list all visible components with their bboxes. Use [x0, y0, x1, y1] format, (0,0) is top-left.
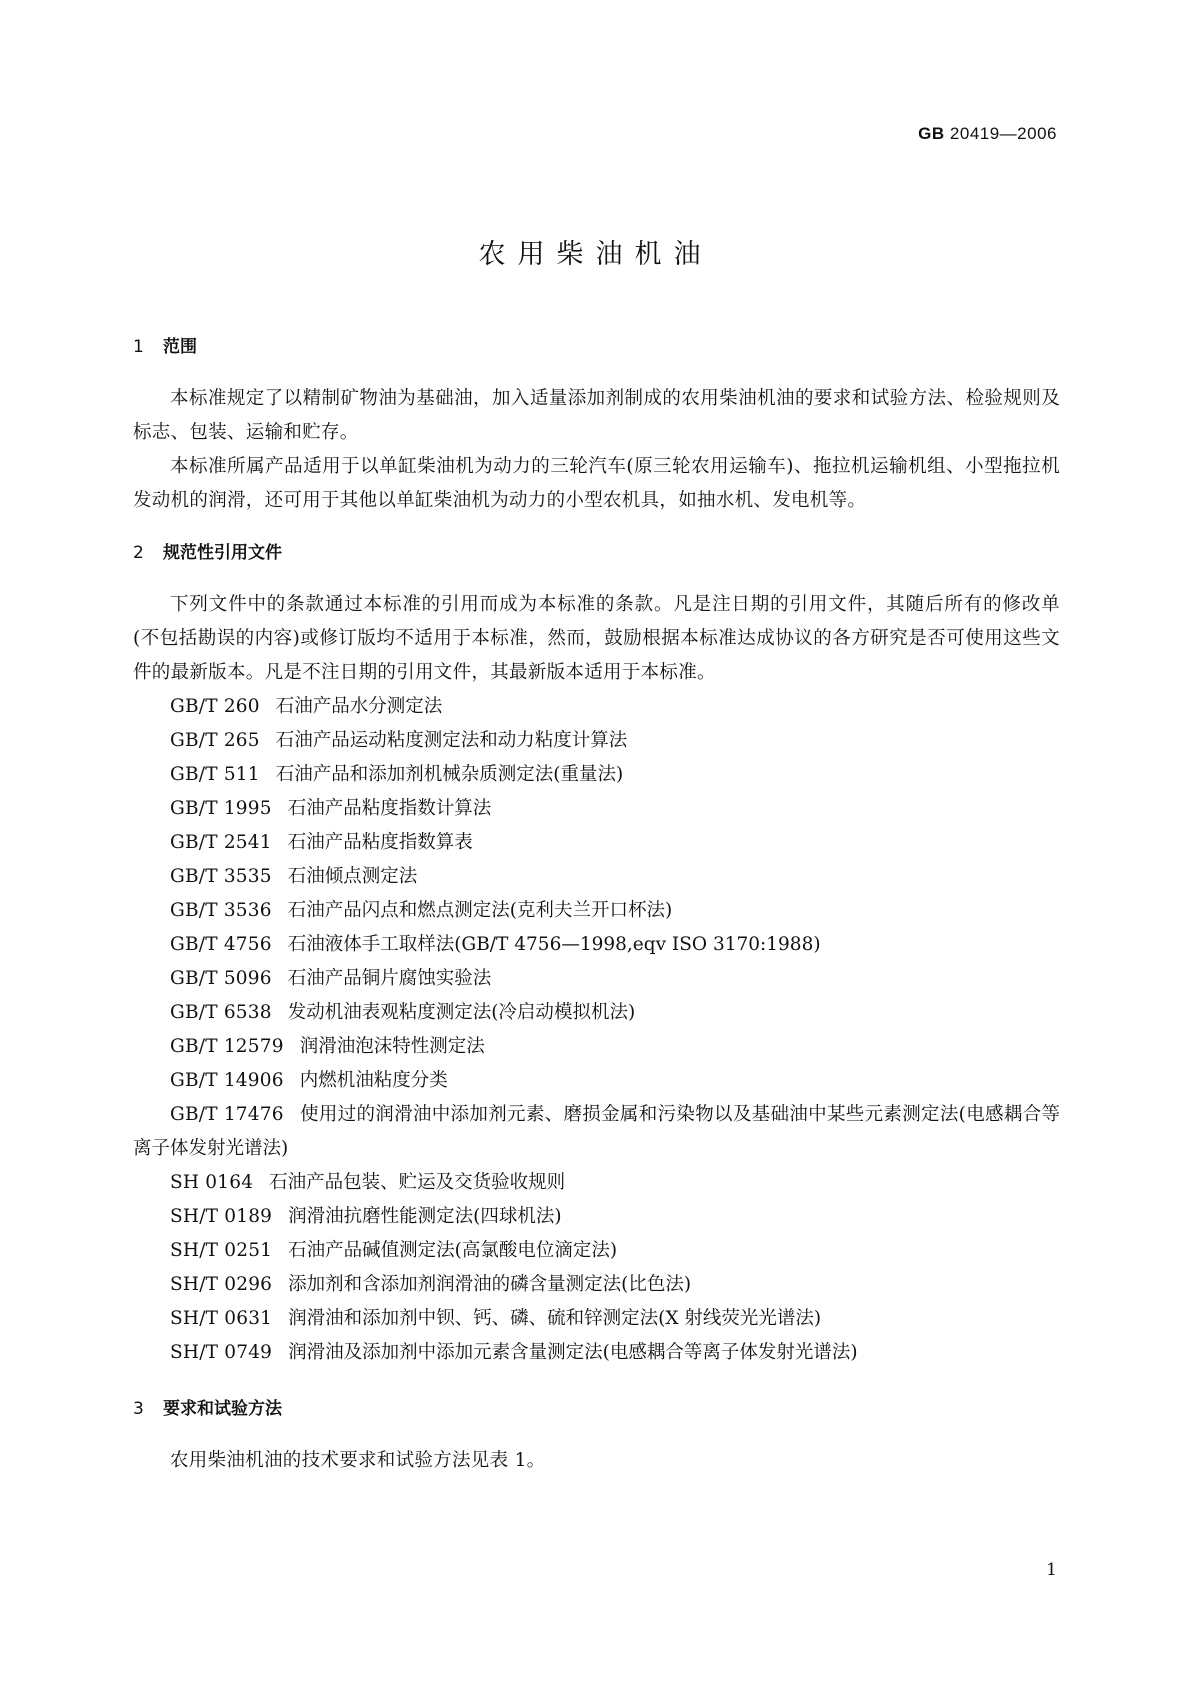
reference-code: GB/T 2541 — [170, 832, 272, 853]
reference-title: 润滑油及添加剂中添加元素含量测定法(电感耦合等离子体发射光谱法) — [288, 1342, 858, 1363]
section-number: 2 — [133, 543, 144, 563]
reference-title: 内燃机油粘度分类 — [299, 1070, 448, 1091]
reference-title: 石油产品和添加剂机械杂质测定法(重量法) — [275, 764, 624, 785]
reference-item — [133, 1098, 1060, 1166]
reference-code: GB/T 14906 — [170, 1070, 284, 1091]
reference-code: GB/T 265 — [170, 730, 260, 751]
reference-code: GB/T 12579 — [170, 1036, 284, 1057]
reference-title: 石油产品闪点和燃点测定法(克利夫兰开口杯法) — [287, 900, 673, 921]
reference-item — [133, 1064, 1060, 1098]
reference-code: GB/T 1995 — [170, 798, 272, 819]
reference-list — [133, 690, 1060, 1370]
document-body — [133, 330, 1060, 1478]
reference-title: 石油产品包装、贮运及交货验收规则 — [269, 1172, 566, 1193]
reference-code: GB/T 5096 — [170, 968, 272, 989]
reference-title: 石油产品碱值测定法(高氯酸电位滴定法) — [288, 1240, 618, 1261]
reference-title: 石油产品铜片腐蚀实验法 — [287, 968, 492, 989]
section-1-body — [133, 382, 1060, 518]
section-number: 3 — [133, 1399, 144, 1419]
reference-code: GB/T 17476 — [170, 1104, 284, 1125]
section-title: 范围 — [163, 337, 197, 357]
reference-title: 润滑油抗磨性能测定法(四球机法) — [288, 1206, 562, 1227]
paragraph: 本标准所属产品适用于以单缸柴油机为动力的三轮汽车(原三轮农用运输车)、拖拉机运输机组、小型拖拉机发动机的润滑，还可用于其他以单缸柴油机为动力的小型农机具，如抽水机、发电机等。 — [133, 456, 1060, 511]
reference-title: 石油产品粘度指数计算法 — [287, 798, 492, 819]
reference-item — [133, 996, 1060, 1030]
standard-code — [918, 124, 1057, 144]
reference-item — [133, 1030, 1060, 1064]
reference-title: 石油产品水分测定法 — [275, 696, 443, 717]
reference-code: SH/T 0296 — [170, 1274, 273, 1295]
standard-prefix: GB — [918, 124, 945, 143]
reference-title: 发动机油表观粘度测定法(冷启动模拟机法) — [287, 1002, 636, 1023]
reference-item — [133, 758, 1060, 792]
section-2-body — [133, 588, 1060, 1370]
standard-number: 20419—2006 — [949, 124, 1057, 143]
reference-code: SH 0164 — [170, 1172, 254, 1193]
page-number: 1 — [1046, 1560, 1057, 1580]
reference-code: GB/T 260 — [170, 696, 260, 717]
reference-item — [133, 826, 1060, 860]
reference-code: GB/T 511 — [170, 764, 260, 785]
reference-title: 石油产品粘度指数算表 — [287, 832, 473, 853]
paragraph: 农用柴油机油的技术要求和试验方法见表 1。 — [170, 1450, 546, 1471]
reference-item — [133, 1268, 1060, 1302]
reference-item — [133, 1302, 1060, 1336]
section-title: 要求和试验方法 — [163, 1399, 282, 1419]
reference-code: GB/T 3535 — [170, 866, 272, 887]
paragraph: 下列文件中的条款通过本标准的引用而成为本标准的条款。凡是注日期的引用文件，其随后所有的修改单(不包括勘误的内容)或修订版均不适用于本标准，然而，鼓励根据本标准达成协议的各方研究是否可使用这些文件的最新版本。凡是不注日期的引用文件，其最新版本适用于本标准。 — [133, 594, 1060, 683]
section-1-heading — [133, 330, 1060, 364]
reference-title: 使用过的润滑油中添加剂元素、磨损金属和污染物以及基础油中某些元素测定法(电感耦合等离子体发射光谱法) — [133, 1104, 1060, 1159]
reference-code: GB/T 4756 — [170, 934, 272, 955]
reference-title: 石油液体手工取样法(GB/T 4756—1998,eqv ISO 3170:1988) — [287, 934, 821, 955]
reference-title: 添加剂和含添加剂润滑油的磷含量测定法(比色法) — [288, 1274, 692, 1295]
reference-item — [133, 860, 1060, 894]
reference-code: GB/T 3536 — [170, 900, 272, 921]
reference-code: SH/T 0749 — [170, 1342, 273, 1363]
reference-item — [133, 792, 1060, 826]
reference-code: GB/T 6538 — [170, 1002, 272, 1023]
reference-item — [133, 1234, 1060, 1268]
reference-code: SH/T 0251 — [170, 1240, 273, 1261]
reference-title: 石油产品运动粘度测定法和动力粘度计算法 — [275, 730, 628, 751]
reference-code: SH/T 0631 — [170, 1308, 273, 1329]
reference-item — [133, 1200, 1060, 1234]
reference-title: 石油倾点测定法 — [287, 866, 418, 887]
section-title: 规范性引用文件 — [163, 543, 282, 563]
section-2-heading — [133, 536, 1060, 570]
reference-item — [133, 690, 1060, 724]
reference-item — [133, 962, 1060, 996]
reference-item — [133, 1336, 1060, 1370]
document-title: 农用柴油机油 — [478, 239, 713, 270]
section-3-body — [133, 1444, 1060, 1478]
paragraph: 本标准规定了以精制矿物油为基础油，加入适量添加剂制成的农用柴油机油的要求和试验方法、检验规则及标志、包装、运输和贮存。 — [133, 388, 1060, 443]
reference-item — [133, 894, 1060, 928]
reference-item — [133, 1166, 1060, 1200]
reference-item — [133, 724, 1060, 758]
section-3-heading — [133, 1392, 1060, 1426]
reference-item — [133, 928, 1060, 962]
section-number: 1 — [133, 337, 144, 357]
reference-title: 润滑油和添加剂中钡、钙、磷、硫和锌测定法(X 射线荧光光谱法) — [288, 1308, 822, 1329]
reference-title: 润滑油泡沫特性测定法 — [299, 1036, 485, 1057]
reference-code: SH/T 0189 — [170, 1206, 273, 1227]
